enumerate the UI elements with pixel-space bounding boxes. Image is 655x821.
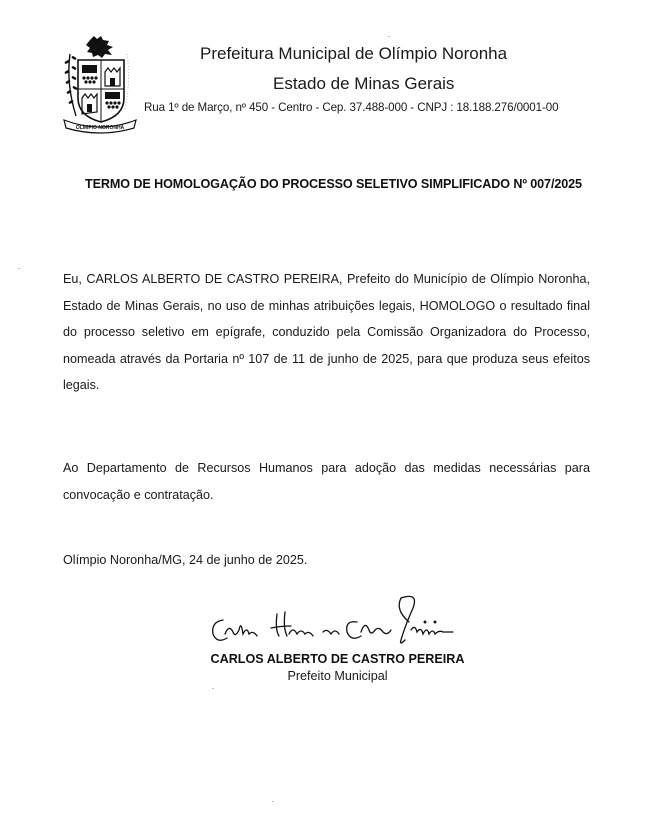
scan-speck xyxy=(212,688,214,689)
scan-speck xyxy=(272,801,274,802)
signer-name: CARLOS ALBERTO DE CASTRO PEREIRA xyxy=(210,652,465,666)
state-name: Estado de Minas Gerais xyxy=(273,74,455,93)
coat-of-arms-icon xyxy=(60,34,140,134)
scan-speck xyxy=(388,36,390,37)
signer-role: Prefeito Municipal xyxy=(287,669,388,683)
place-and-date: Olímpio Noronha/MG, 24 de junho de 2025. xyxy=(63,553,308,567)
municipality-title: Prefeitura Municipal de Olímpio Noronha xyxy=(200,44,508,63)
address-line: Rua 1º de Março, nº 450 - Centro - Cep. 37.488-000 - CNPJ : 18.188.276/0001-00 xyxy=(144,101,559,114)
document-title: TERMO DE HOMOLOGAÇÃO DO PROCESSO SELETIVO SIMPLIFICADO Nº 007/2025 xyxy=(85,177,582,191)
homologation-paragraph: Eu, CARLOS ALBERTO DE CASTRO PEREIRA, Prefeito do Município de Olímpio Noronha, Estado de Minas Gerais, no uso de minhas atribuições legais, HOMOLOGO o resultado final do processo seletivo em epígrafe, conduzido pela Comissão Organizadora do Processo, nomeada através da Portaria nº 107 de 11 de junho de 2025, para que produza seus efeitos legais. xyxy=(63,272,590,392)
crest-motto: OLÍMPIO NORONHA xyxy=(75,125,125,131)
hr-dispatch-paragraph: Ao Departamento de Recursos Humanos para adoção das medidas necessárias para convocação e contratação. xyxy=(63,461,590,502)
signature-icon xyxy=(205,590,470,650)
scan-speck xyxy=(18,268,20,269)
